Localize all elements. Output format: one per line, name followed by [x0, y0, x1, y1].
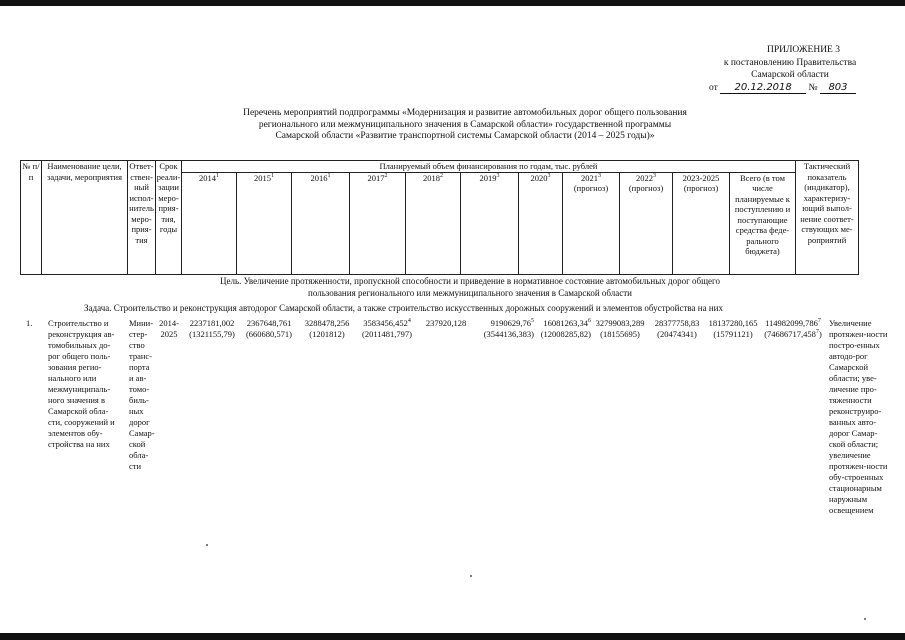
appendix-title: ПРИЛОЖЕНИЕ 3	[766, 45, 840, 55]
appendix-block	[690, 44, 890, 82]
scan-speck	[470, 575, 472, 577]
header-num: № п/п	[21, 161, 42, 275]
value-2016: 3288478,256 (1201812)	[304, 318, 350, 339]
header-year: 2019$^3$	[461, 172, 519, 274]
header-name: Наименование цели, задачи, мероприятия	[42, 161, 128, 275]
header-year: 2016$^1$	[292, 172, 350, 274]
header-year: 2020$^3$	[519, 172, 563, 274]
value-2020: 16081263,34$^6$ (12008285,82)	[540, 318, 591, 339]
date-prefix: от	[709, 83, 718, 93]
header-year: 2022$^3$ (прогноз)	[620, 172, 673, 274]
header-responsible: Ответ-ствен-ный испол-нитель меро-прия-тия	[128, 161, 156, 275]
measures-table-header	[20, 160, 859, 275]
value-2014: 2237181,002 (1321155,79)	[189, 318, 235, 339]
title-line-3: Самарской области «Развитие транспортной системы Самарской области (2014 – 2025 годы)»	[275, 131, 655, 141]
appendix-line-3: Самарской области	[751, 70, 829, 80]
number-prefix: №	[808, 83, 818, 93]
tactical-indicator: Увеличение протяжен-ности постро-енных автодо-рог Самарской области; уве-личение про-тяженности реконструиро-ванных авто-дорог Самар-ской области; увеличение протяжен-ности обу-строенных стационарным наружным освещением	[829, 318, 888, 515]
value-2018: 237920,128	[425, 318, 467, 328]
scan-border-top	[0, 0, 905, 6]
header-total: Всего (в том числе планируемые к поступлению и поступающие средства феде-рального бюджета)	[730, 172, 796, 274]
header-year: 2017$^2$	[350, 172, 406, 274]
value-2022: 28377758,83 (20474341)	[654, 318, 700, 339]
task-text: Задача. Строительство и реконструкция автодорог Самарской области, а также строительство искусственных дорожных сооружений и элементов обустройства на них	[84, 303, 723, 313]
goal-line-2: пользования регионального или межмуниципального значения в Самарской области	[308, 287, 632, 298]
decree-date-line	[709, 82, 856, 94]
title-line-2: регионального или межмуниципального значения в Самарской области» государственной программы	[258, 119, 672, 130]
goal-line-1: Цель. Увеличение протяженности, пропускной способности и приведение в нормативное состояние автомобильных дорог общего	[219, 276, 720, 286]
measure-name: Строительство и реконструкция ав-томобильных до-рог общего поль-зования регио-нального или межмуниципаль-ного значения в Самарской обла-сти, сооружений и элементов обу-стройства на них	[48, 318, 115, 449]
scan-speck	[206, 544, 208, 546]
header-planned-financing: Планируемый объем финансирования по годам, тыс. рублей	[182, 161, 796, 173]
value-total: 114982099,786$^7$ (74686717,458$^7$)	[764, 318, 822, 339]
implementation-term: 2014-2025	[159, 318, 179, 339]
value-2021: 32799083,289 (18155695)	[595, 318, 645, 339]
header-year: 2015$^1$	[237, 172, 292, 274]
header-year: 2018$^2$	[406, 172, 461, 274]
value-2019: 9190629,76$^5$ (3544136,383)	[483, 318, 534, 339]
appendix-line-2: к постановлению Правительства	[723, 57, 857, 68]
decree-date: 20.12.2018	[720, 82, 806, 94]
scan-speck	[864, 618, 866, 620]
responsible-executor: Мини-стер-ство транс-порта и ав-томо-биль-ных дорог Самар-ской обла-сти	[129, 318, 155, 471]
row-number: 1.	[26, 318, 33, 328]
value-2023-2025: 18137280,165 (15791121)	[708, 318, 758, 339]
value-2015: 2367648,761 (660680,571)	[245, 318, 293, 339]
header-year: 2014$^1$	[182, 172, 237, 274]
header-indicator: Тактический показатель (индикатор), характеризу-ющий выпол-нение соответ-ствующих ме-роприятий	[796, 161, 859, 275]
header-year: 2023-2025 (прогноз)	[673, 172, 730, 274]
title-line-1: Перечень мероприятий подпрограммы «Модернизация и развитие автомобильных дорог общего пользования	[243, 108, 687, 118]
scan-border-bottom	[0, 633, 905, 640]
value-2017: 3583456,452$^4$ (2011481,797)	[362, 318, 412, 339]
header-term: Срок реали-зации меро-прия-тия, годы	[156, 161, 182, 275]
document-title	[150, 108, 780, 143]
decree-number: 803	[820, 82, 856, 94]
header-year: 2021$^3$ (прогноз)	[563, 172, 620, 274]
goal-text	[160, 276, 780, 299]
